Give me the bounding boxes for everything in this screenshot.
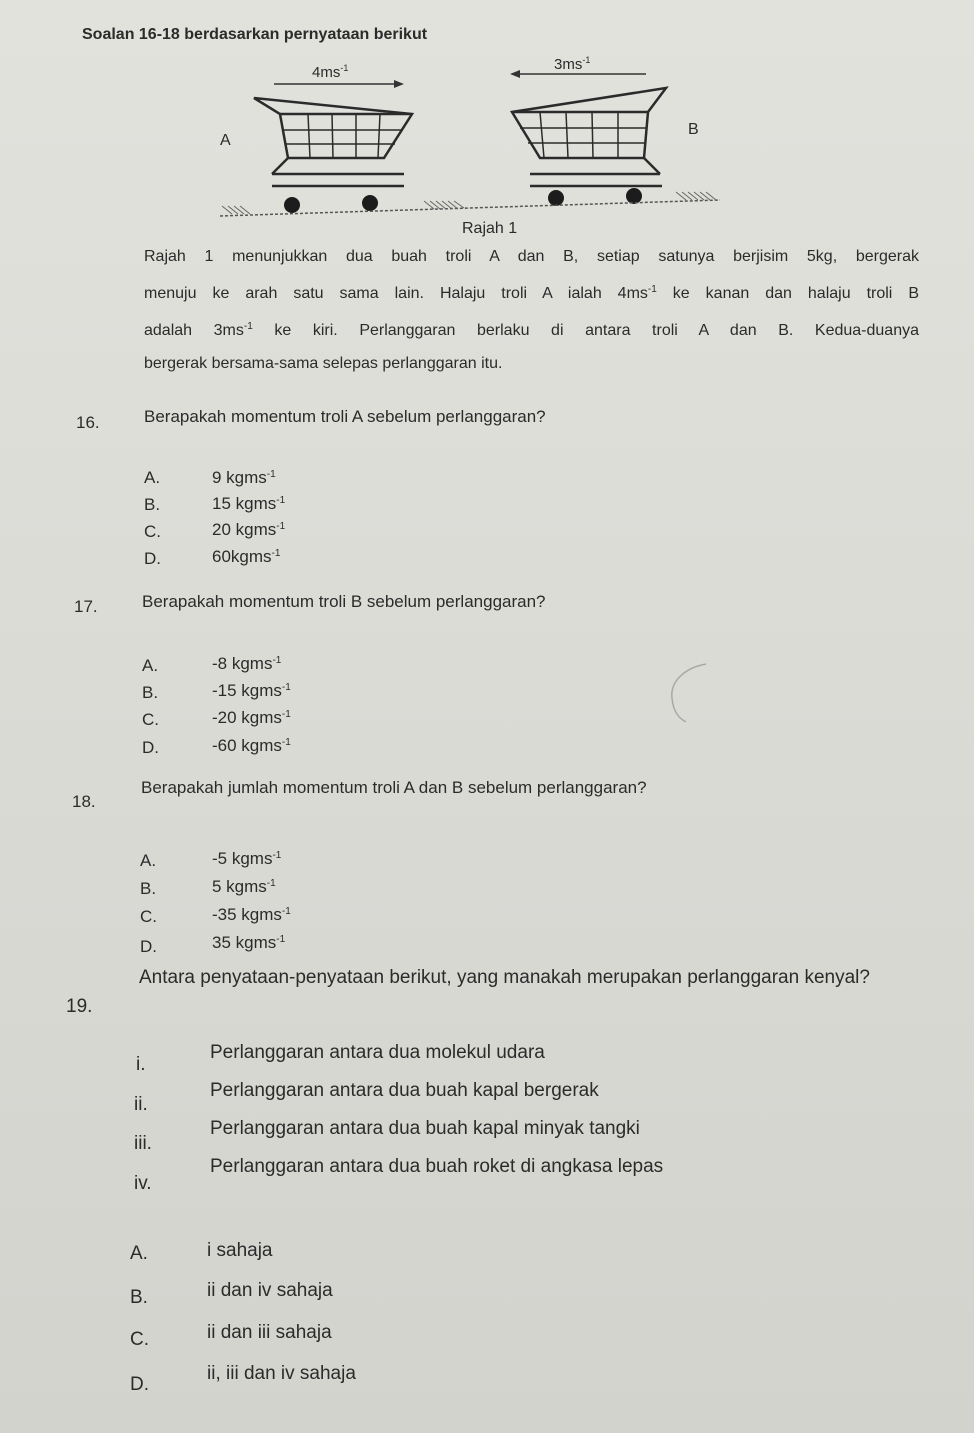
wheel-b-left [548, 190, 564, 206]
q16-option-b-letter: B. [144, 495, 161, 514]
q18-option-c-letter: C. [140, 907, 157, 926]
q16-option-c[interactable]: 20 kgms$^{-1}$ [212, 520, 286, 539]
q17-option-d-letter: D. [142, 738, 159, 757]
q19-statement-iii: Perlanggaran antara dua buah kapal minyak tangki [210, 1118, 640, 1139]
q18-option-a[interactable]: -5 kgms$^{-1}$ [212, 849, 282, 868]
q19-option-a[interactable]: i sahaja [207, 1240, 273, 1261]
q19-option-b[interactable]: ii dan iv sahaja [207, 1280, 333, 1301]
passage-line-2: menuju ke arah satu sama lain. Halaju troli A ialah $4ms^{-1}$ ke kanan dan halaju troli B [144, 284, 920, 302]
q17-option-d[interactable]: -60 kgms$^{-1}$ [212, 736, 291, 755]
q19-statement-iii-numeral: iii. [134, 1133, 152, 1154]
figure-caption: Rajah 1 [462, 220, 518, 237]
q18-option-d[interactable]: 35 kgms$^{-1}$ [212, 933, 286, 952]
q18-option-b-letter: B. [140, 879, 157, 898]
q19-option-c[interactable]: ii dan iii sahaja [207, 1322, 332, 1343]
velocity-a-label: $4ms^{-1}$ [312, 63, 349, 81]
section-heading: Soalan 16-18 berdasarkan pernyataan berikut [82, 26, 428, 43]
q16-option-c-letter: C. [144, 522, 161, 541]
passage-line-3: adalah $3ms^{-1}$ ke kiri. Perlanggaran berlaku di antara troli A dan B. Kedua-duanya [144, 321, 920, 339]
wheel-b-right [626, 188, 642, 204]
question-17-number: 17. [74, 597, 98, 616]
q16-option-a-letter: A. [144, 468, 161, 487]
question-16-number: 16. [76, 413, 100, 432]
q16-option-b[interactable]: 15 kgms$^{-1}$ [212, 494, 286, 513]
q19-statement-ii: Perlanggaran antara dua buah kapal bergerak [210, 1080, 599, 1101]
q18-option-a-letter: A. [140, 851, 157, 870]
trolley-diagram [200, 50, 740, 240]
q19-statement-iv: Perlanggaran antara dua buah roket di angkasa lepas [210, 1156, 664, 1177]
question-18-number: 18. [72, 792, 96, 811]
trolley-a [254, 98, 412, 186]
q16-option-a[interactable]: 9 kgms$^{-1}$ [212, 468, 276, 487]
q17-option-a-letter: A. [142, 656, 159, 675]
passage [144, 240, 919, 380]
q17-option-c[interactable]: -20 kgms$^{-1}$ [212, 708, 291, 727]
q16-option-d-letter: D. [144, 549, 161, 568]
q19-option-b-letter: B. [130, 1287, 148, 1308]
q19-statement-i-numeral: i. [136, 1054, 146, 1075]
question-17-text: Berapakah momentum troli B sebelum perlanggaran? [142, 592, 546, 611]
q17-option-a[interactable]: -8 kgms$^{-1}$ [212, 654, 282, 673]
q19-statement-ii-numeral: ii. [134, 1094, 148, 1115]
q16-option-d[interactable]: 60kgms$^{-1}$ [212, 547, 281, 566]
q19-statement-iv-numeral: iv. [134, 1173, 152, 1194]
wheel-a-right [362, 195, 378, 211]
q17-option-b-letter: B. [142, 683, 159, 702]
figure-rajah-1 [200, 50, 740, 240]
question-16-text: Berapakah momentum troli A sebelum perlanggaran? [144, 407, 546, 426]
question-19-text: Antara penyataan-penyataan berikut, yang manakah merupakan perlanggaran kenyal? [139, 967, 870, 988]
q18-option-c[interactable]: -35 kgms$^{-1}$ [212, 905, 291, 924]
passage-line-4: bergerak bersama-sama selepas perlanggaran itu. [144, 355, 503, 372]
q18-option-d-letter: D. [140, 937, 157, 956]
q18-option-b[interactable]: 5 kgms$^{-1}$ [212, 877, 276, 896]
trolley-b-label: B [688, 121, 699, 138]
question-18-text: Berapakah jumlah momentum troli A dan B sebelum perlanggaran? [141, 778, 647, 797]
wheel-a-left [284, 197, 300, 213]
q19-option-d-letter: D. [130, 1374, 149, 1395]
trolley-a-label: A [220, 132, 231, 149]
q17-option-c-letter: C. [142, 710, 159, 729]
q19-option-a-letter: A. [130, 1243, 148, 1264]
q19-option-d[interactable]: ii, iii dan iv sahaja [207, 1363, 356, 1384]
q19-statement-i: Perlanggaran antara dua molekul udara [210, 1042, 545, 1063]
question-19-number: 19. [66, 996, 93, 1017]
q17-option-b[interactable]: -15 kgms$^{-1}$ [212, 681, 291, 700]
trolley-b [512, 88, 666, 186]
passage-line-1: Rajah 1 menunjukkan dua buah troli A dan B, setiap satunya berjisim 5kg, bergerak [144, 248, 919, 265]
velocity-b-label: $3ms^{-1}$ [554, 55, 591, 73]
q19-option-c-letter: C. [130, 1329, 149, 1350]
pencil-mark [664, 660, 714, 726]
